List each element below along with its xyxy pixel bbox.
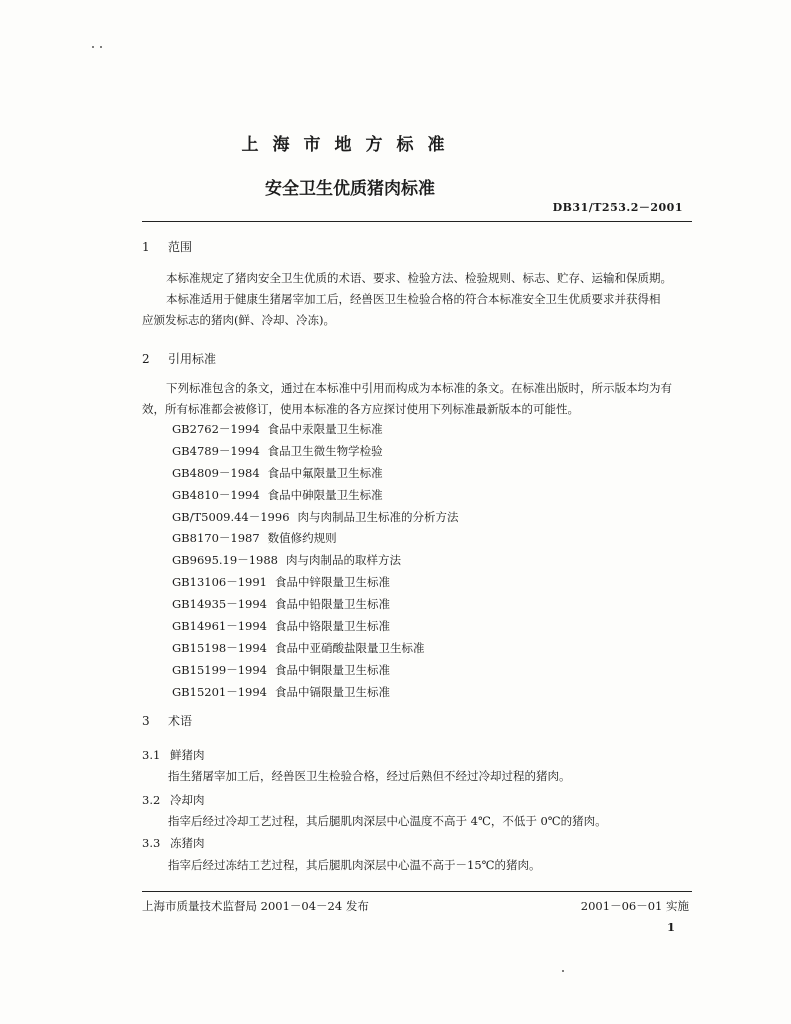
reference-item [172,660,459,682]
issue-info: 上海市质量技术监督局 2001－04－24 发布 [142,899,369,913]
scan-speck [100,46,102,48]
document-title: 安全卫生优质猪肉标准 [265,179,435,199]
reference-name: 食品中亚硝酸盐限量卫生标准 [275,640,425,655]
reference-name: 食品中铬限量卫生标准 [275,619,390,634]
reference-item [172,682,459,704]
reference-name: 肉与肉制品的取样方法 [285,553,401,568]
reference-name: 食品卫生微生物学检验 [267,443,383,458]
reference-item [172,616,459,638]
section-title: 引用标准 [168,352,217,366]
reference-item [172,419,459,441]
term-title: 冷却肉 [170,793,205,807]
reference-item [172,507,459,529]
section-title: 术语 [168,714,193,728]
reference-name: 食品中锌限量卫生标准 [275,575,390,590]
reference-code: GB9695.19－1988 [172,553,278,568]
term-definition: 指宰后经过冻结工艺过程，其后腿肌肉深层中心温不高于－15℃的猪肉。 [168,858,541,872]
reference-code: GB4810－1994 [172,487,260,502]
reference-item [172,441,459,463]
paragraph-continuation: 应颁发标志的猪肉(鲜、冷却、冷冻)。 [142,313,335,327]
reference-code: GB/T5009.44－1996 [172,509,290,524]
reference-code: GB15201－1994 [172,684,267,699]
term-number: 3.2 [142,793,161,807]
reference-code: GB4789－1994 [172,443,260,458]
reference-name: 食品中铅限量卫生标准 [275,597,390,612]
reference-code: GB8170－1987 [172,531,260,546]
reference-code: GB2762－1994 [172,422,260,436]
header-rule [142,221,692,222]
paragraph: 本标准规定了猪肉安全卫生优质的术语、要求、检验方法、检验规则、标志、贮存、运输和保质期。 [166,271,672,285]
reference-name: 肉与肉制品卫生标准的分析方法 [297,509,459,524]
section-number: 2 [142,352,150,366]
section-1-body [142,268,692,331]
reference-code: GB14961－1994 [172,619,267,634]
reference-code: GB13106－1991 [172,575,267,590]
reference-code: GB15198－1994 [172,640,267,655]
term-definition: 指生猪屠宰加工后，经兽医卫生检验合格，经过后熟但不经过冷却过程的猪肉。 [168,769,571,783]
reference-code: GB4809－1984 [172,465,260,480]
reference-name: 食品中铜限量卫生标准 [275,662,390,677]
reference-list [172,419,459,704]
reference-code: GB14935－1994 [172,597,267,612]
reference-item [172,528,459,550]
paragraph: 下列标准包含的条文，通过在本标准中引用而构成为本标准的条文。在标准出版时，所示版本均为有 [166,381,672,395]
term-heading [142,835,205,851]
footer-rule [142,891,692,892]
section-1-heading [142,238,192,255]
section-2-heading [142,350,216,367]
reference-name: 食品中氟限量卫生标准 [267,465,383,480]
term-heading [142,747,205,763]
term-definition: 指宰后经过冷却工艺过程，其后腿肌肉深层中心温度不高于 4℃，不低于 0℃的猪肉。 [168,814,607,828]
reference-item [172,638,459,660]
reference-code: GB15199－1994 [172,662,267,677]
reference-item [172,572,459,594]
reference-item [172,485,459,507]
org-title: 上海市地方标准 [241,135,459,155]
reference-name: 食品中砷限量卫生标准 [267,487,383,502]
reference-item [172,594,459,616]
reference-item [172,550,459,572]
paragraph-continuation: 效，所有标准都会被修订，使用本标准的各方应探讨使用下列标准最新版本的可能性。 [142,402,579,416]
term-heading [142,792,205,808]
term-title: 冻猪肉 [170,836,205,850]
reference-name: 食品中镉限量卫生标准 [275,684,390,699]
scan-speck [92,46,94,48]
term-title: 鲜猪肉 [170,748,205,762]
section-number: 1 [142,240,150,254]
effective-date: 2001－06－01 实施 [580,899,689,913]
reference-item [172,463,459,485]
section-number: 3 [142,714,150,728]
paragraph: 本标准适用于健康生猪屠宰加工后，经兽医卫生检验合格的符合本标准安全卫生优质要求并获得相 [166,292,661,306]
section-2-body [142,378,692,420]
reference-name: 食品中汞限量卫生标准 [267,422,383,436]
standard-code: DB31/T253.2－2001 [552,201,683,214]
reference-name: 数值修约规则 [267,531,337,546]
section-3-heading [142,712,192,729]
term-number: 3.1 [142,748,161,762]
term-number: 3.3 [142,836,161,850]
section-title: 范围 [168,240,193,254]
page-number: 1 [666,920,675,934]
scan-speck [562,970,564,972]
